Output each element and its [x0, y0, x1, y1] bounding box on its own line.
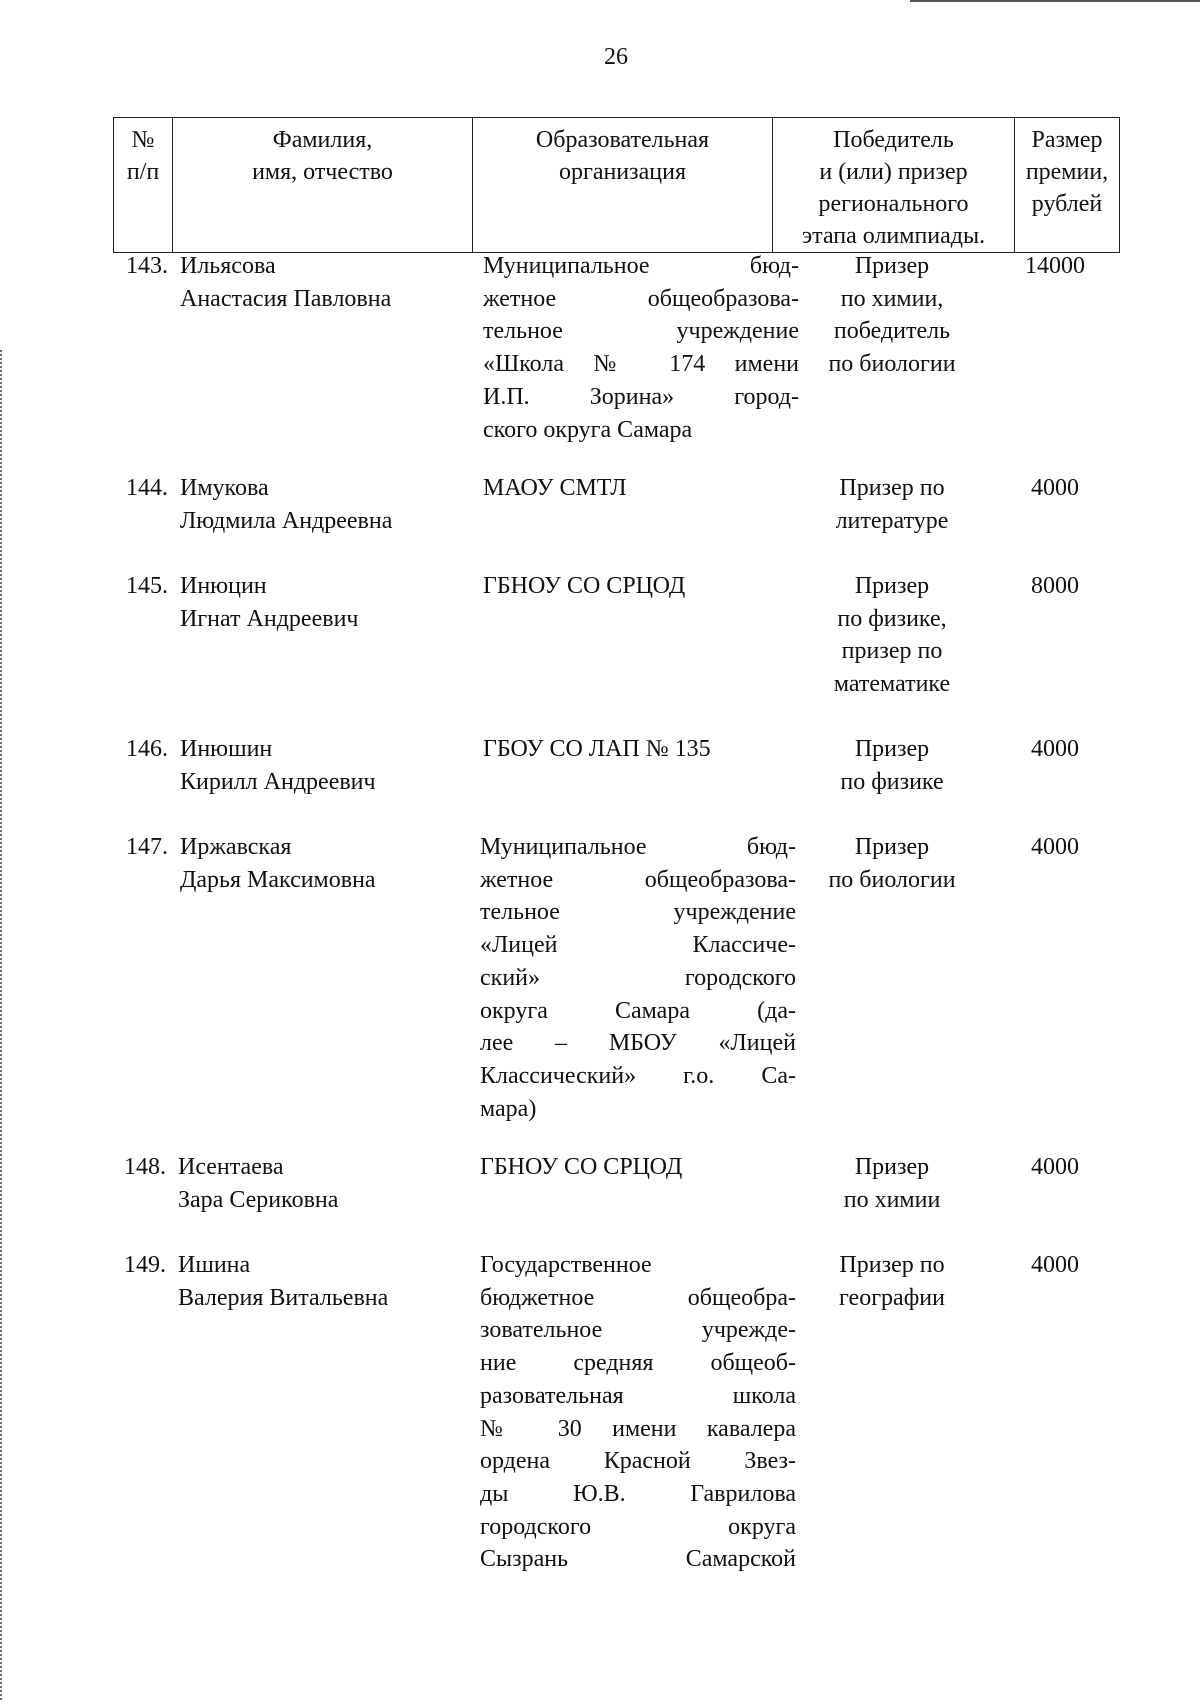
full-name: Ишина Валерия Витальевна — [178, 1252, 389, 1311]
prize-amount: 4000 — [1031, 475, 1079, 501]
award: Призер по химии, победитель по биологии — [828, 253, 956, 378]
award: Призер по географии — [839, 1252, 945, 1311]
organization: ГБОУ СО ЛАП № 135 — [483, 736, 711, 762]
header-full-name: Фамилия, имя, отчество — [173, 118, 473, 253]
full-name: Инюшин Кирилл Андреевич — [180, 736, 376, 795]
award: Призер по литературе — [835, 475, 949, 534]
prize-amount: 4000 — [1031, 1252, 1079, 1278]
prize-amount: 4000 — [1031, 736, 1079, 762]
organization: Муниципальное бюд- жетное общеобразова- тельное учреждение «Школа № 174 имени И.П. Зорина» город- ского округа Самара — [483, 253, 799, 443]
organization: ГБНОУ СО СРЦОД — [483, 573, 686, 599]
prize-amount: 14000 — [1025, 253, 1085, 279]
award: Призер по химии — [843, 1154, 941, 1213]
prize-amount: 4000 — [1031, 1154, 1079, 1180]
row-number: 149. — [124, 1252, 166, 1278]
award: Призер по физике — [840, 736, 944, 795]
header-prize-amount: Размер премии, рублей — [1015, 118, 1120, 253]
full-name: Ильясова Анастасия Павловна — [180, 253, 392, 312]
full-name: Исентаева Зара Сериковна — [178, 1154, 339, 1213]
page-number: 26 — [604, 44, 628, 70]
organization: МАОУ СМТЛ — [483, 475, 627, 501]
award: Призер по биологии — [828, 834, 956, 893]
header-organization: Образовательная организация — [473, 118, 773, 253]
award: Призер по физике, призер по математике — [833, 573, 951, 698]
prize-amount: 8000 — [1031, 573, 1079, 599]
full-name: Имукова Людмила Андреевна — [180, 475, 393, 534]
organization: Государственное бюджетное общеобра- зовательное учрежде- ние средняя общеоб- разовательная школа № 30 имени кавалера ордена Красной Звез- ды Ю.В. Гаврилова городского округа Сызрань Самарской — [480, 1252, 796, 1573]
full-name: Иржавская Дарья Максимовна — [180, 834, 376, 893]
prize-amount: 4000 — [1031, 834, 1079, 860]
row-number: 145. — [126, 573, 168, 599]
full-name: Инюцин Игнат Андреевич — [180, 573, 359, 632]
organization: ГБНОУ СО СРЦОД — [480, 1154, 683, 1180]
header-number: № п/п — [114, 118, 173, 253]
row-number: 143. — [126, 253, 168, 279]
header-winner: Победитель и (или) призер регионального этапа олимпиады. — [773, 118, 1015, 253]
row-number: 146. — [126, 736, 168, 762]
row-number: 148. — [124, 1154, 166, 1180]
organization: Муниципальное бюд- жетное общеобразова- тельное учреждение «Лицей Классиче- ский» городского округа Самара (да- лее – МБОУ «Лицей Классический» г.о. Са- мара) — [480, 834, 796, 1122]
row-number: 144. — [126, 475, 168, 501]
row-number: 147. — [126, 834, 168, 860]
